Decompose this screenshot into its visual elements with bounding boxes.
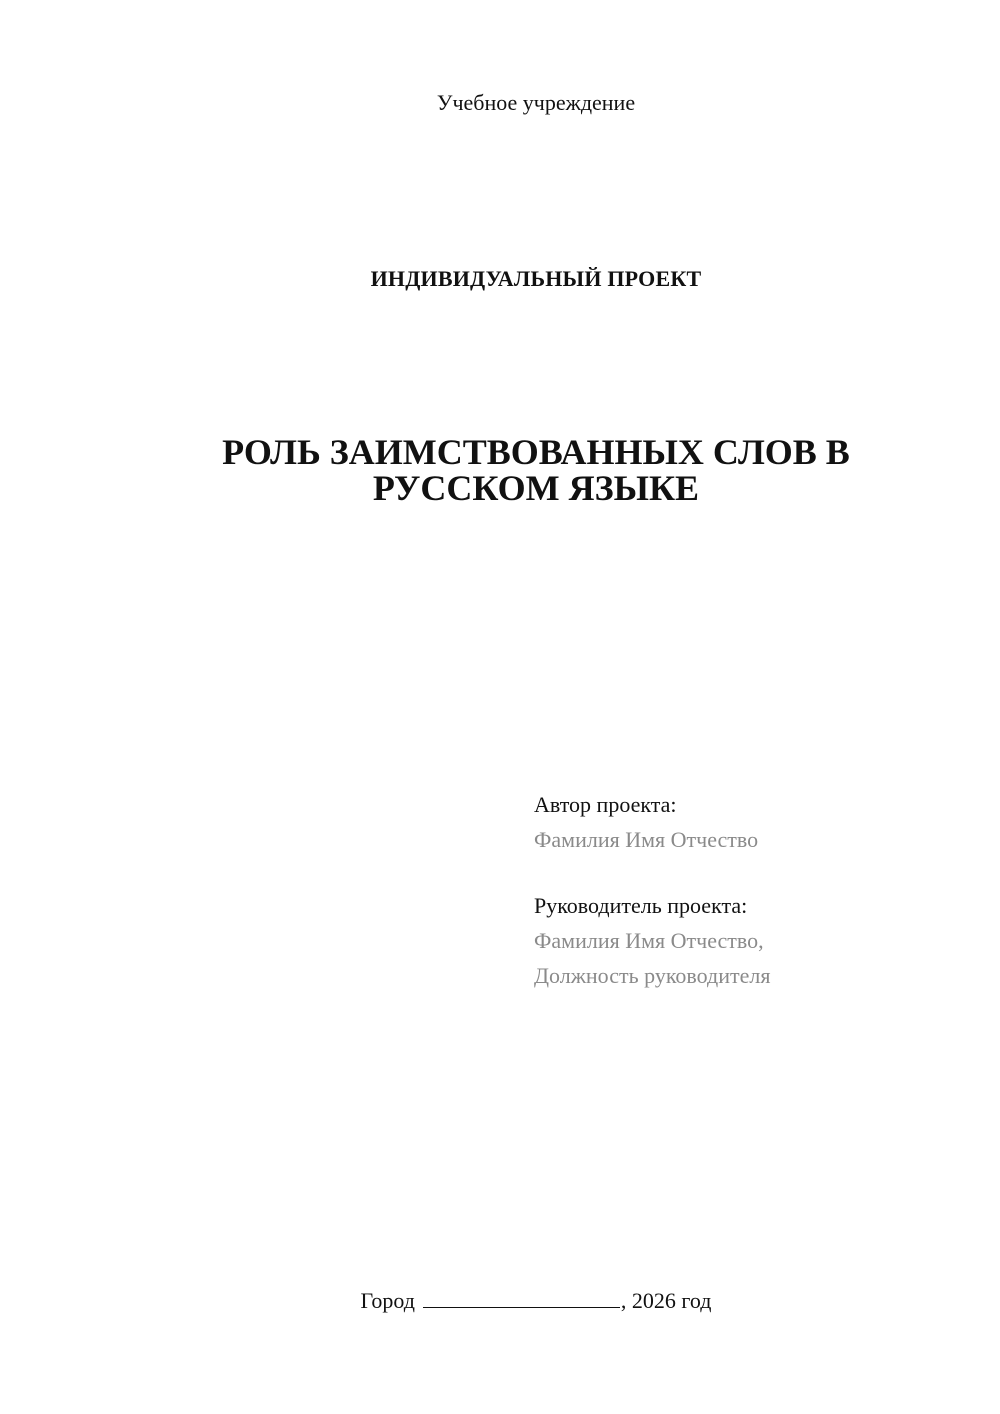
institution-name: Учебное учреждение xyxy=(436,90,636,115)
footer-city-year xyxy=(0,1288,1000,1314)
author-name: Фамилия Имя Отчество xyxy=(534,827,759,852)
project-info-block xyxy=(534,787,770,993)
supervisor-position: Должность руководителя xyxy=(534,963,771,988)
spacer xyxy=(534,857,770,888)
project-title xyxy=(0,434,1000,506)
city-label: Город xyxy=(360,1288,415,1313)
project-title-line-1: РОЛЬ ЗАИМСТВОВАННЫХ СЛОВ В xyxy=(222,432,850,472)
city-blank-line xyxy=(423,1289,620,1308)
project-type-heading: ИНДИВИДУАЛЬНЫЙ ПРОЕКТ xyxy=(370,266,702,291)
supervisor-name: Фамилия Имя Отчество, xyxy=(534,928,764,953)
year-text: , 2026 год xyxy=(620,1288,712,1313)
author-label: Автор проекта: xyxy=(534,792,677,817)
supervisor-label: Руководитель проекта: xyxy=(534,893,748,918)
project-title-line-2: РУССКОМ ЯЗЫКЕ xyxy=(372,468,700,508)
